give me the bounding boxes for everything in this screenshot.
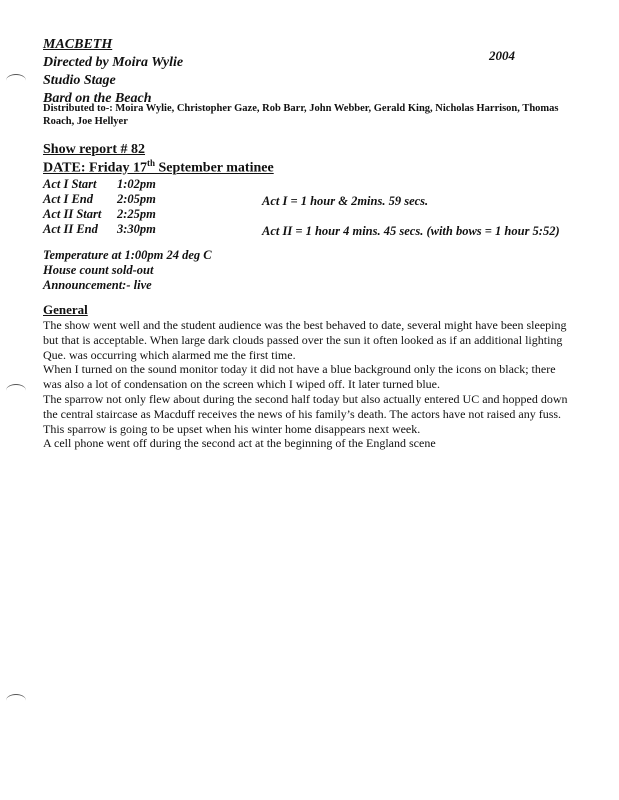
time-label: Act I End <box>43 192 94 206</box>
director-line: Directed by Moira Wylie <box>43 55 184 70</box>
general-notes <box>43 318 573 451</box>
general-paragraph: The sparrow not only flew about during the second half today but also actually entered UC and hopped down the central staircase as Macduff receives the news of his family’s death. The actors have not raised any fuss. This sparrow is going to be upset when his winter home disappears next week. <box>43 391 568 436</box>
venue-line: Studio Stage <box>43 73 116 88</box>
punch-hole-mark <box>6 384 26 397</box>
time-row <box>43 177 156 192</box>
time-value: 3:30pm <box>117 222 156 236</box>
report-date <box>43 158 274 177</box>
general-heading: General <box>43 302 88 317</box>
general-paragraph: When I turned on the sound monitor today it did not have a blue background only the icons on black; there was also a lot of condensation on the screen which I wiped off. It later turned blue. <box>43 362 556 392</box>
show-report-number: Show report # 82 <box>43 142 146 157</box>
distribution-list: Distributed to-: Moira Wylie, Christopher Gaze, Rob Barr, John Webber, Gerald King, Nicholas Harrison, Thomas Roach, Joe Hellyer <box>43 103 559 127</box>
date-prefix: DATE: Friday 17 <box>43 160 147 176</box>
general-paragraph: The show went well and the student audience was the best behaved to date, several might have been sleeping but that is acceptable. When large dark clouds passed over the sun it often looked as if an additional lighting Que. was occurring which alarmed me the first time. <box>43 318 567 362</box>
general-paragraph: A cell phone went off during the second act at the beginning of the England scene <box>43 436 436 451</box>
year: 2004 <box>489 48 515 63</box>
date-suffix: September matinee <box>154 160 274 176</box>
act2-duration: Act II = 1 hour 4 mins. 45 secs. (with bows = 1 hour 5:52) <box>262 224 560 238</box>
punch-hole-mark <box>6 694 26 707</box>
time-label: Act II Start <box>43 207 102 221</box>
time-row <box>43 222 156 237</box>
time-value: 1:02pm <box>117 177 156 191</box>
time-label: Act II End <box>43 222 98 236</box>
house-count-line: House count sold-out <box>43 263 154 277</box>
announcement-line: Announcement:- live <box>43 278 152 292</box>
time-row <box>43 207 156 222</box>
report-header <box>43 36 183 108</box>
company-line: Bard on the Beach <box>43 91 152 106</box>
time-row <box>43 192 156 207</box>
temperature-line: Temperature at 1:00pm 24 deg C <box>43 248 212 262</box>
play-title: MACBETH <box>43 37 113 52</box>
performance-notes <box>43 248 212 293</box>
time-value: 2:25pm <box>117 207 156 221</box>
act1-duration: Act I = 1 hour & 2mins. 59 secs. <box>262 194 429 208</box>
date-ordinal: th <box>146 158 155 168</box>
time-value: 2:05pm <box>117 192 156 206</box>
time-label: Act I Start <box>43 177 97 191</box>
act-times <box>43 177 156 237</box>
punch-hole-mark <box>6 74 26 87</box>
